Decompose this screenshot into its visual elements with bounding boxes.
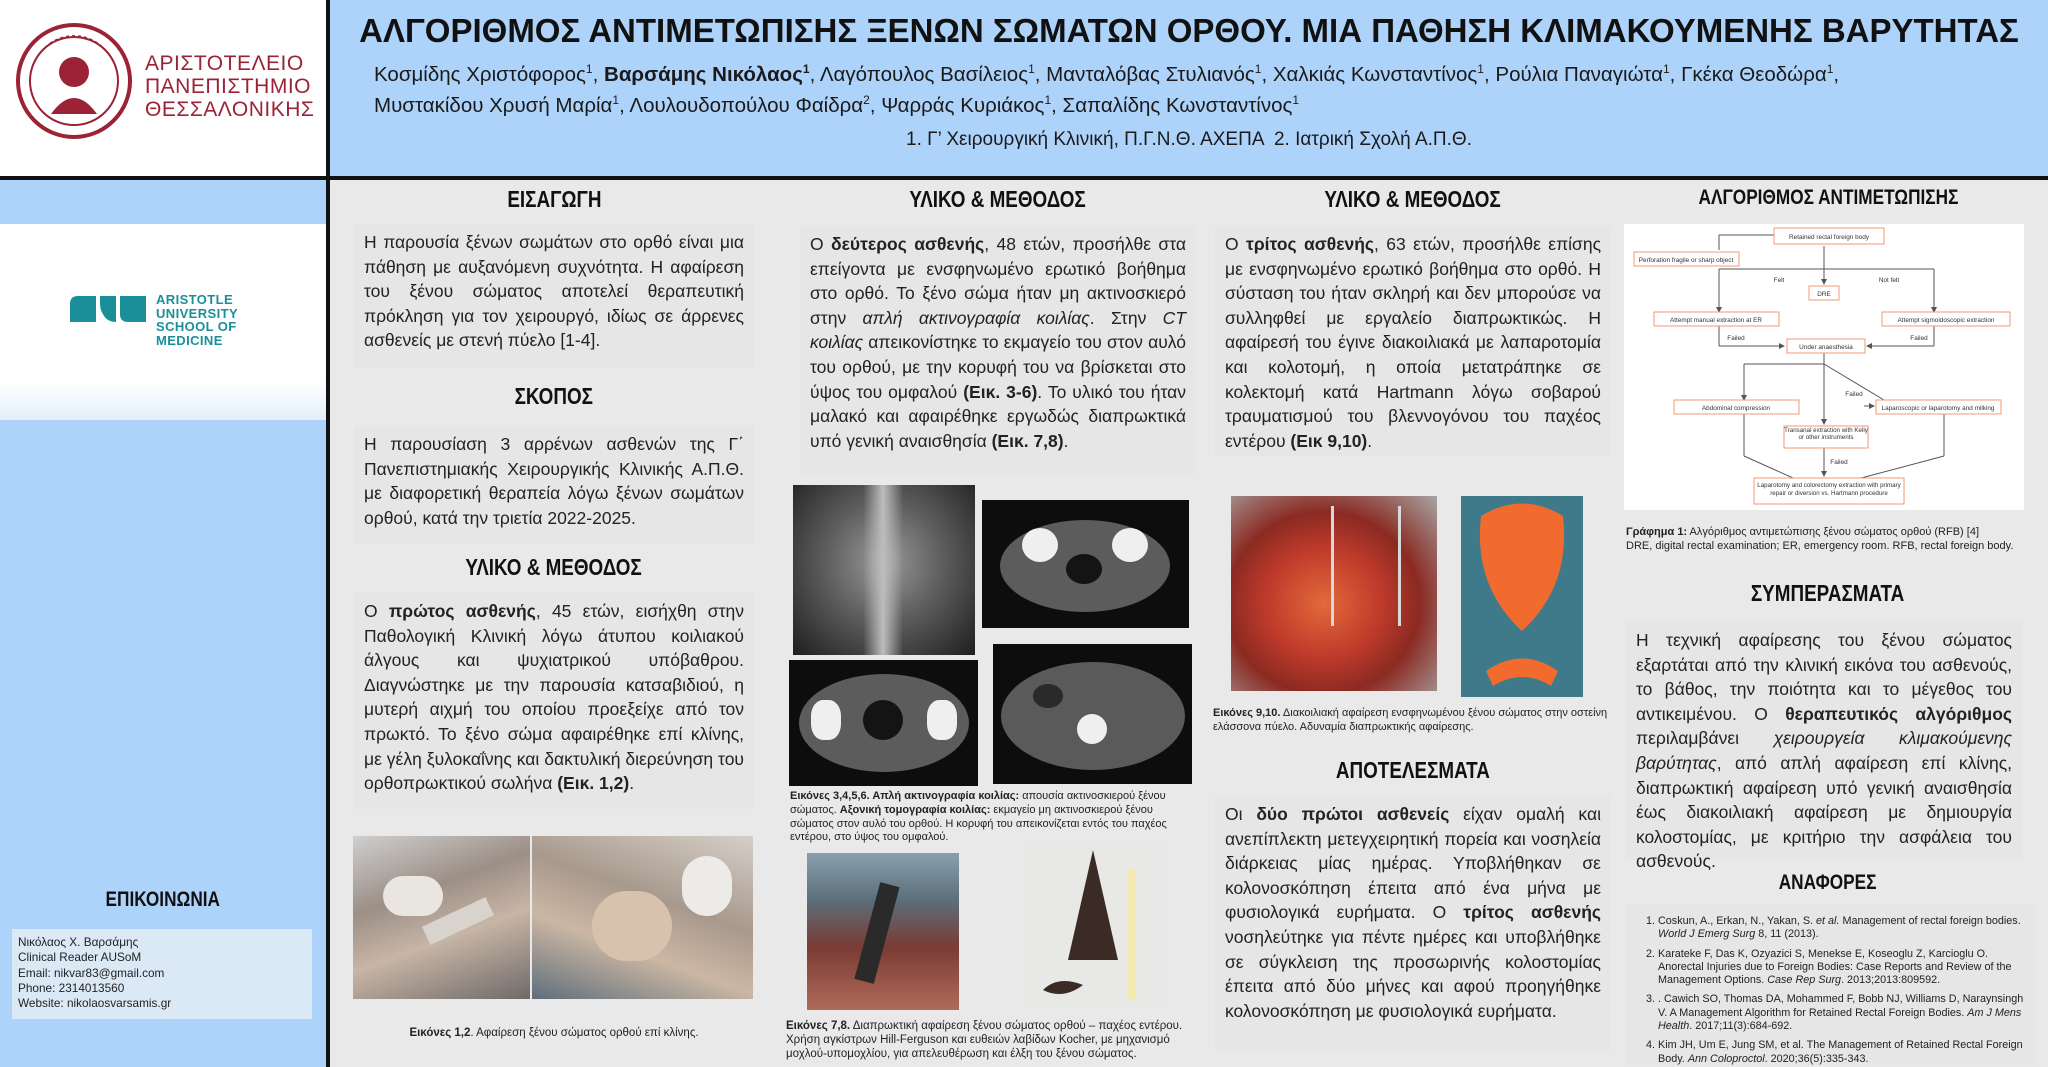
figure-3-6-caption: Εικόνες 3,4,5,6. Απλή ακτινογραφία κοιλίας: απουσία ακτινοσκιερού ξένου σώματος. Αξονική τομογραφία κοιλίας: εκμαγείο μη ακτινοσκιερού ξένου σώματος στον αυλό του ορθού. Η κορυφή του απεικονίζεται εντός του παχέος εντέρου, στο ύψος του ομφαλού. (790, 790, 1167, 844)
figure-1-photo (353, 836, 530, 999)
conclusions-title: ΣΥΜΠΕΡΑΣΜΑΤΑ (1751, 580, 1905, 606)
reference-item: 2. Karateke F, Das K, Ozyazici S, Menekse E, Koseoglu Z, Karcioglu O. Anorectal Injuries due to Foreign Bodies: Case Reports and Review of the Management Options. Case Rep Surg. 2013;2013:809592. (1658, 948, 2028, 988)
flow-node-final: Laparotomy and colorectomy extraction with primary repair or diversion vs. Hartmann procedure (1757, 482, 1901, 497)
flow-node-root: Retained rectal foreign body (1789, 234, 1869, 241)
poster-title: ΑΛΓΟΡΙΘΜΟΣ ΑΝΤΙΜΕΤΩΠΙΣΗΣ ΞΕΝΩΝ ΣΩΜΑΤΩΝ ΟΡΘΟΥ. ΜΙΑ ΠΑΘΗΣΗ ΚΛΙΜΑΚΟΥΜΕΝΗΣ ΒΑΡΥΤΗΤΑΣ (359, 12, 2019, 49)
figure-7-8-caption: Εικόνες 7,8. Διαπρωκτική αφαίρεση ξένου σώματος ορθού – παχέος εντέρου. Χρήση αγκίστρων Hill-Ferguson και ευθειών λαβίδων Kocher, με μηχανισμό μοχλού-υπομοχλίου, για απελευθέρωση και έλξη του ξένου σώματος. (786, 1020, 1183, 1060)
algorithm-caption: Γράφημα 1: Αλγόριθμος αντιμετώπισης ξένου σώματος ορθού (RFB) [4] DRE, digital rectal examination; ER, emergency room. RFB, rectal foreign body. (1626, 526, 2014, 552)
flow-label-notfelt: Not felt (1878, 277, 1900, 284)
school-logo-panel (0, 224, 326, 420)
references-list (1626, 905, 2036, 1065)
methods-box-2: Ο δεύτερος ασθενής, 48 ετών, προσήλθε στα επείγοντα με ενσφηνωμένο ερωτικό βοήθημα στο ορθό. Το ξένο σώμα ήταν μη ακτινοσκιερό στην απλή ακτινογραφία κοιλίας. Στην CT κοιλίας απεικονίστηκε το εκμαγείο του στον αυλό του ορθού, με την κορυφή του να βρίσκεται στο ύψος του ομφαλού (Εικ. 3-6). Το υλικό του ήταν μαλακό και αφαιρέθηκε εργωδώς διαπρωκτικά υπό γενική αναισθησία (Εικ. 7,8). (800, 226, 1196, 474)
figure-10-photo (1461, 496, 1583, 697)
flow-node-abdominal: Abdominal compression (1701, 405, 1771, 412)
flow-node-dre: DRE (1817, 291, 1831, 298)
logo-panel (0, 0, 326, 176)
figure-5-ct (789, 660, 978, 786)
school-logo-icon (70, 296, 146, 327)
methods-title-3: ΥΛΙΚΟ & ΜΕΘΟΔΟΣ (1324, 186, 1502, 212)
affiliations: 1. Γ’ Χειρουργική Κλινική, Π.Γ.Ν.Θ. ΑΧΕΠΑ 2. Ιατρική Σχολή Α.Π.Θ. (906, 129, 1472, 150)
figure-9-photo (1231, 496, 1437, 691)
conclusions-box: Η τεχνική αφαίρεσης του ξένου σώματος εξαρτάται από την κλινική εικόνα του ασθενούς, το βάθος, την ποιότητα και το μέγεθος του αντικειμένου. Ο θεραπευτικός αλγόριθμος περιλαμβάνει χειρουργεία κλιμακούμενης βαρύτητας, από απλή αφαίρεση επί κλίνης, διαπρωκτική αφαίρεση υπό γενική αναισθησία έως διακοιλιακή αφαίρεση με δημιουργία κολοστομίας, με κριτήριο την ασφάλεια του ασθενούς. (1626, 622, 2022, 860)
reference-item: 3. . Cawich SO, Thomas DA, Mohammed F, Bobb NJ, Williams D, Naraynsingh V. A Management Algorithm for Retained Rectal Foreign Bodies. Am J Mens Health. 2017;11(3):684-692. (1658, 993, 2028, 1033)
university-name: ΑΡΙΣΤΟΤΕΛΕΙΟ ΠΑΝΕΠΙΣΤΗΜΙΟ ΘΕΣΣΑΛΟΝΙΚΗΣ (145, 52, 315, 121)
flow-label-failed-4: Failed (1830, 459, 1848, 466)
methods-box-3: Ο τρίτος ασθενής, 63 ετών, προσήλθε επίσης με ενσφηνωμένο ερωτικό βοήθημα στο ορθό. Η σύσταση του ήταν σκληρή και δεν μπορούσε να συλληφθεί με εργαλείο διαπρωκτικώς. Η αφαίρεσή του έγινε διακοιλιακά με λαπαροτομία και κολοτομή, η οποία μετατράπηκε σε κολεκτομή κατά Hartmann λόγω σοβαρού τραυματισμού του βλεννογόνου του παχέος εντέρου (Εικ 9,10). (1215, 226, 1611, 456)
figure-4-ct (982, 500, 1189, 628)
figure-8-photo (1023, 840, 1163, 1006)
flow-node-sigmoid: Attempt sigmoidoscopic extraction (1897, 317, 1995, 324)
school-name: ARISTOTLE UNIVERSITY SCHOOL OF MEDICINE (156, 292, 239, 348)
reference-item: 4. Kim JH, Um E, Jung SM, et al. The Management of Retained Rectal Foreign Body. Ann Coloproctol. 2020;36(5):335-343. (1658, 1039, 2028, 1066)
results-title: ΑΠΟΤΕΛΕΣΜΑΤΑ (1335, 757, 1490, 783)
flow-node-laparoscopic: Laparoscopic or laparotomy and milking (1881, 405, 1995, 412)
flow-node-er: Attempt manual extraction at ER (1670, 317, 1762, 324)
figure-9-10-caption: Εικόνες 9,10. Διακοιλιακή αφαίρεση ενσφηνωμένου ξένου σώματος στην οστείνη ελάσσονα πύελο. Αδυναμία διαπρωκτικής αφαίρεσης. (1213, 707, 1608, 733)
methods-box-1: Ο πρώτος ασθενής, 45 ετών, εισήχθη στην Παθολογική Κλινική λόγω άτυπου κοιλιακού άλγους και ψυχιατρικού υπόβαθρου. Διαγνώστηκε με την παρουσία κατσαβιδιού, η μυτερή αιχμή του οποίου προεξείχε από τον πρωκτό. Το ξένο σώμα αφαιρέθηκε επί κλίνης, με γέλη ξυλοκαΐνης και δακτυλική διερεύνηση του ορθοπρωκτικού σωλήνα (Εικ. 1,2). (354, 593, 754, 809)
figure-2-photo (532, 836, 753, 999)
flow-node-transanal: Transanal extraction with Kelly or other instruments (1784, 427, 1868, 441)
algorithm-flowchart (1624, 224, 2024, 510)
flow-label-failed-3: Failed (1845, 391, 1863, 398)
sidebar (0, 180, 326, 1067)
authors-line-1: Κοσμίδης Χριστόφορος$^1$, Βαρσάμης Νικόλαος$^1$, Λαγόπουλος Βασίλειος$^1$, Μανταλόβας Στυλιανός$^1$, Χαλκιάς Κωνσταντίνος$^1$, Ρούλια Παναγιώτα$^1$, Γκέκα Θεοδώρα$^1$, (374, 62, 1840, 86)
methods-title-2: ΥΛΙΚΟ & ΜΕΘΟΔΟΣ (909, 186, 1087, 212)
figure-1-2-caption: Εικόνες 1,2. Αφαίρεση ξένου σώματος ορθού επί κλίνης. (409, 1027, 699, 1039)
reference-item: 1. Coskun, A., Erkan, N., Yakan, S. et al. Management of rectal foreign bodies. World J Emerg Surg 8, 11 (2013). (1658, 915, 2028, 942)
figure-6-ct (993, 644, 1192, 784)
flow-label-failed-1: Failed (1727, 335, 1745, 342)
flow-label-failed-2: Failed (1910, 335, 1928, 342)
contact-box: Νικόλαος Χ. Βαρσάμης Clinical Reader AUSoM Email: nikvar83@gmail.com Phone: 2314013560 Website: nikolaosvarsamis.gr (12, 929, 312, 1019)
authors-line-2: Μυστακίδου Χρυσή Μαρία$^1$, Λουλουδοπούλου Φαίδρα$^2$, Ψαρράς Κυριάκος$^1$, Σαπαλίδης Κωνσταντίνος$^1$ (374, 93, 1300, 117)
algorithm-title: ΑΛΓΟΡΙΘΜΟΣ ΑΝΤΙΜΕΤΩΠΙΣΗΣ (1698, 186, 1958, 209)
figure-3-xray (793, 485, 975, 655)
flow-node-anaesthesia: Under anaesthesia (1799, 344, 1853, 351)
references-title: ΑΝΑΦΟΡΕΣ (1779, 871, 1877, 894)
header-banner (330, 0, 2048, 176)
figure-7-photo (807, 853, 959, 1010)
aim-title: ΣΚΟΠΟΣ (514, 383, 594, 409)
flow-node-perforation: Perforation fragile or sharp object (1638, 257, 1734, 264)
intro-box: Η παρουσία ξένων σωμάτων στο ορθό είναι μια πάθηση με αυξανόμενη συχνότητα. Η αφαίρεση του ξένου σώματος αποτελεί θεραπευτική πρόκληση για τον χειρουργό, ιδίως σε άρρενες ασθενείς με στενή πύελο [1-4]. (354, 224, 754, 368)
university-seal (15, 22, 133, 140)
methods-title-1: ΥΛΙΚΟ & ΜΕΘΟΔΟΣ (465, 554, 643, 580)
results-box: Οι δύο πρώτοι ασθενείς είχαν ομαλή και ανεπίπλεκτη μετεγχειρητική πορεία και νοσηλεία διάρκειας μίας ημέρας. Υποβλήθηκαν σε κολονοσκόπηση έπειτα από ένα μήνα με φυσιολογικά ευρήματα. Ο τρίτος ασθενής νοσηλεύτηκε για πέντε ημέρες και υποβλήθηκε σε σύγκλειση της προσωρινής κολοστομίας έπειτα από δύο μήνες και αφού προηγήθηκε κολονοσκόπηση με φυσιολογικά ευρήματα. (1215, 796, 1611, 1051)
aim-box: Η παρουσίαση 3 αρρένων ασθενών της Γ΄ Πανεπιστημιακής Χειρουργικής Κλινικής Α.Π.Θ. με διαφορετική θεραπεία λόγω ξένων σωμάτων ορθού, κατά την τριετία 2022-2025. (354, 426, 754, 544)
intro-title: ΕΙΣΑΓΩΓΗ (506, 186, 602, 212)
contact-title: ΕΠΙΚΟΙΝΩΝΙΑ (105, 888, 221, 911)
flow-label-felt: Felt (1773, 277, 1785, 284)
